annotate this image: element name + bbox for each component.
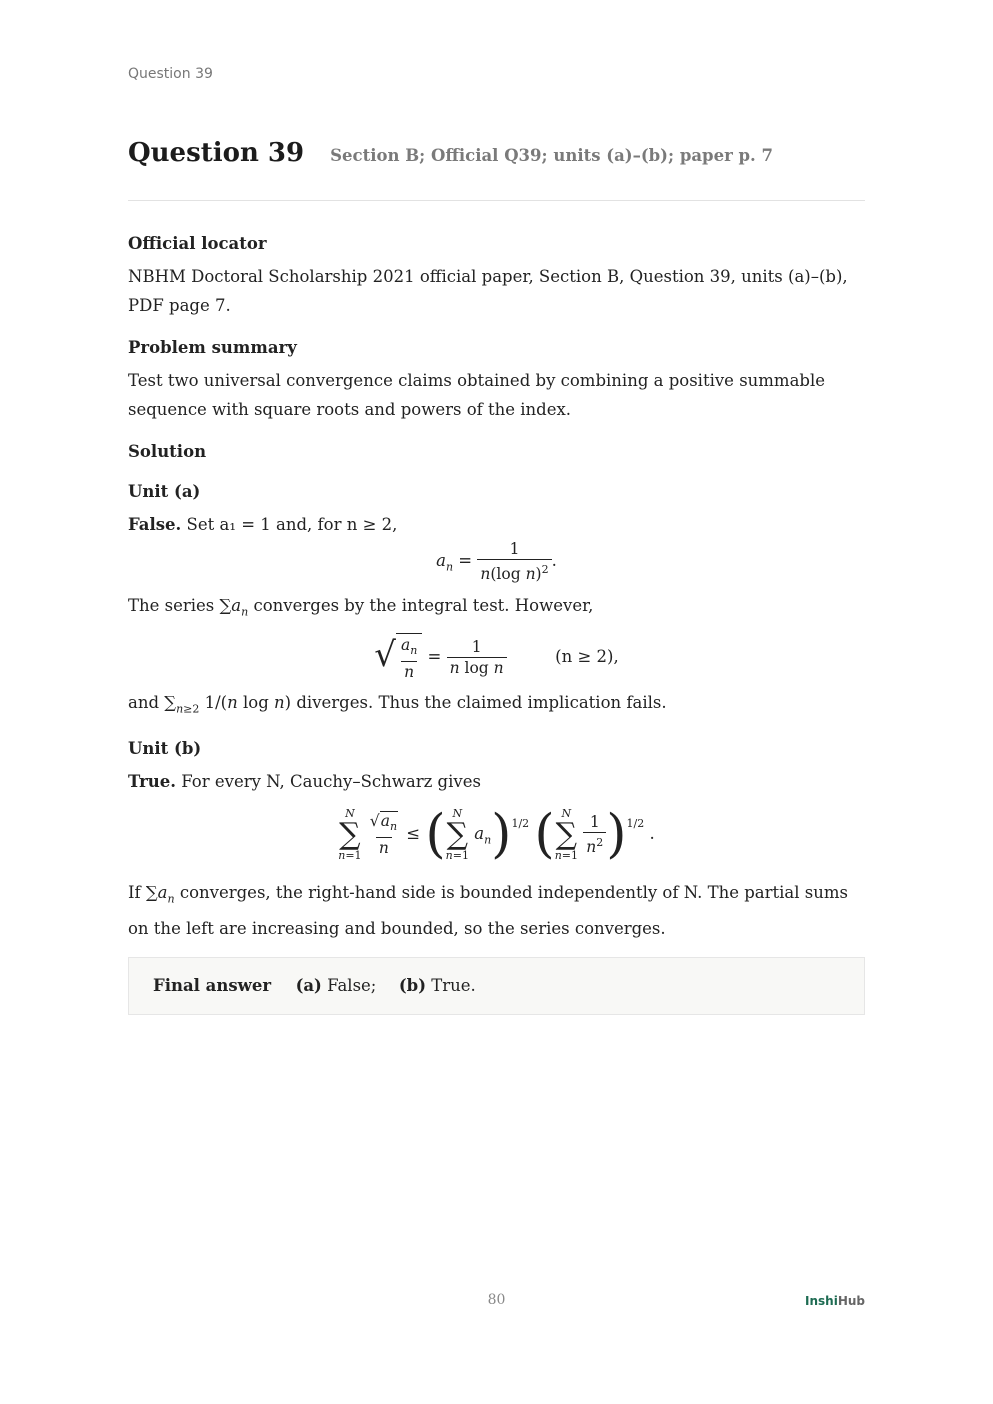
- locator-heading: Official locator: [128, 234, 267, 253]
- unit-a-intro: [128, 510, 865, 539]
- final-answer-b-value: True.: [431, 975, 476, 995]
- title-divider: [128, 200, 865, 201]
- unit-a-verdict: False.: [128, 515, 182, 534]
- brand-logo: InshiHub: [805, 1294, 865, 1308]
- final-answer-label: Final answer: [153, 975, 272, 995]
- page-number: 80: [487, 1292, 506, 1308]
- summary-text: Test two universal convergence claims obtained by combining a positive summable sequence with square roots and powers of the index.: [128, 371, 826, 419]
- title-row: [128, 138, 865, 168]
- unit-a-intro-text: Set a₁ = 1 and, for n ≥ 2,: [181, 515, 398, 534]
- unit-b-verdict: True.: [128, 772, 177, 792]
- document-body: [128, 232, 865, 1015]
- formula-condition: (n ≥ 2),: [555, 646, 619, 666]
- final-answer-a-value: False;: [327, 975, 377, 995]
- locator-section: [128, 232, 865, 320]
- locator-text: NBHM Doctoral Scholarship 2021 official paper, Section B, Question 39, units (a)–(b), PDF page 7.: [128, 267, 848, 315]
- formula-sqrt: √ $\frac{a_n}{n}$ = $\frac{1}{\text{n log n}}$ (n ≥ 2),: [374, 634, 619, 681]
- summary-section: [128, 336, 865, 424]
- unit-a-line3: and $\sum_{n\ge 2}$ 1/(n log n) diverges. Thus the claimed implication fails.: [128, 692, 667, 716]
- solution-section: [128, 440, 865, 943]
- unit-b-intro-text: For every N, Cauchy–Schwarz gives: [176, 772, 481, 792]
- unit-b-intro: [128, 767, 865, 796]
- running-header: Question 39: [128, 66, 213, 82]
- final-answer-box: [128, 957, 865, 1015]
- formula-cauchy-schwarz: N ∑ n=1 $\frac{√a_n}{n}$ ≤ ( N ∑ n=1 $a_n)^{1/2}$ ( N ∑ n=1 $\frac{1}{n^2}$ )$^{1/2}$ .: [338, 804, 655, 865]
- unit-a-line2: The series $\sum a_n$ converges by the integral test. However,: [128, 596, 594, 619]
- unit-b-heading: Unit (b): [128, 739, 202, 759]
- unit-a-heading: Unit (a): [128, 482, 201, 501]
- unit-b-line: If $\sum a_n$ converges, the right-hand side is bounded independently of N. The partial sums on the left are increasing and bounded, so the series converges.: [128, 883, 848, 938]
- page-title: Question 39: [128, 138, 305, 168]
- solution-heading: Solution: [128, 442, 207, 461]
- final-answer-b-label: (b): [398, 975, 427, 995]
- final-answer-a-label: (a): [295, 975, 322, 995]
- page-subtitle: Section B; Official Q39; units (a)–(b); paper p. 7: [330, 146, 774, 165]
- summary-heading: Problem summary: [128, 338, 297, 357]
- formula-an: $a_n$ = $\frac{1}{n(\log n)^2}$ .: [436, 540, 557, 584]
